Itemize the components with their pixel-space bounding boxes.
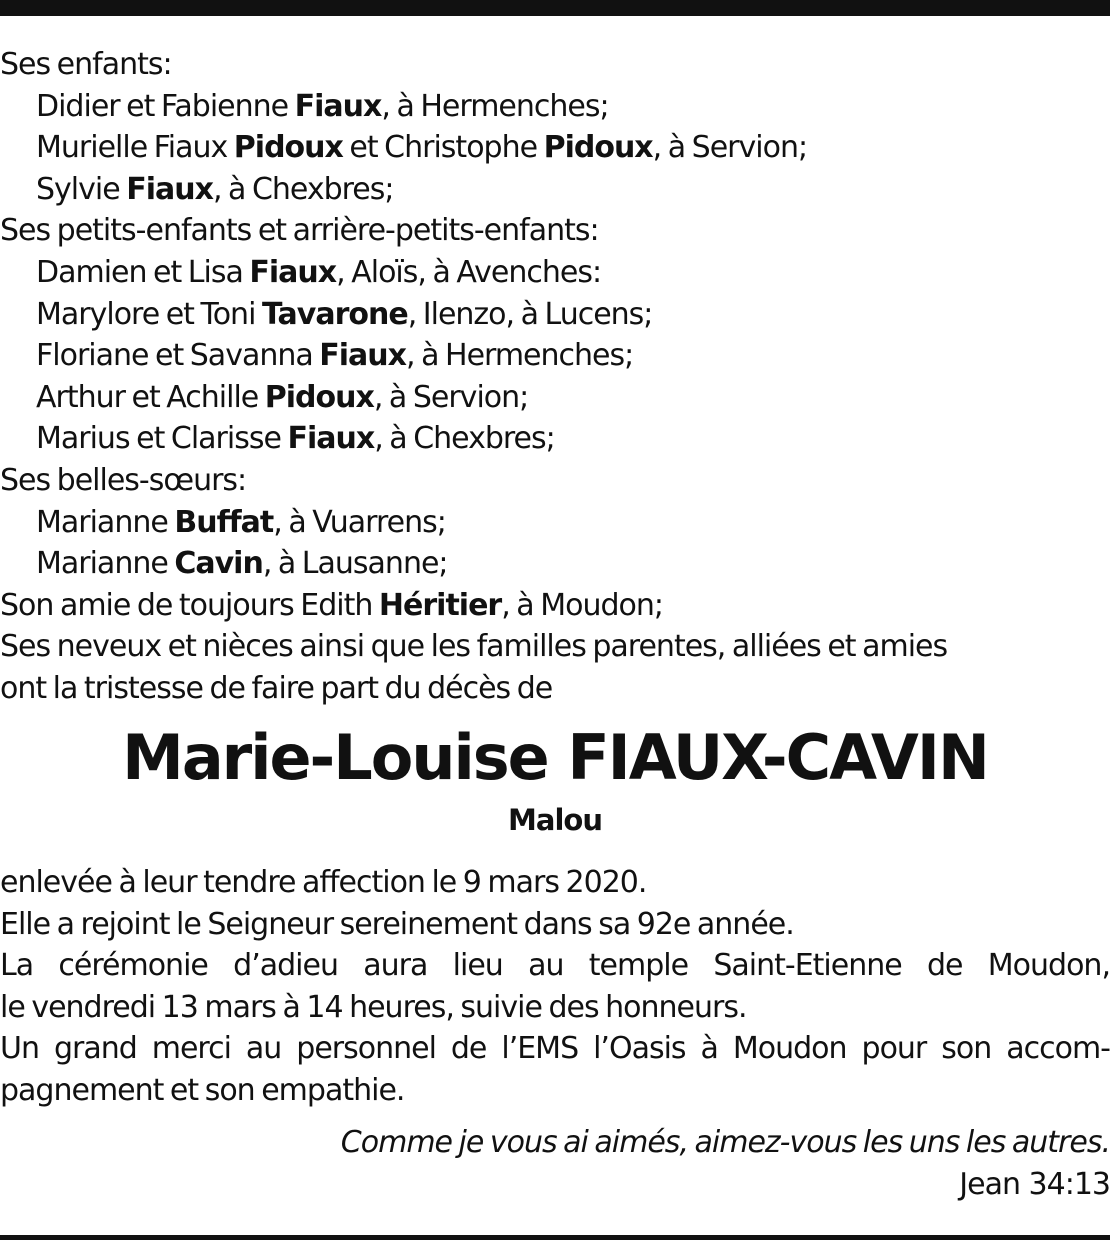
surname: Pidoux	[264, 379, 374, 415]
name-text: Son amie de toujours Edith	[0, 587, 379, 623]
list-item	[0, 377, 1110, 419]
announcement-line: le vendredi 13 mars à 14 heures, suivie des honneurs.	[0, 989, 747, 1025]
surname: Fiaux	[319, 338, 407, 374]
surname: Fiaux	[294, 88, 382, 124]
list-item	[0, 502, 1110, 544]
announcement-line: Un grand merci au personnel de l’EMS l’Oasis à Moudon pour son accom-	[0, 1031, 1110, 1067]
surname: Pidoux	[543, 130, 653, 166]
surname: Buffat	[174, 504, 274, 540]
name-text: Arthur et Achille	[36, 379, 265, 415]
location-text: , à Moudon;	[501, 587, 663, 623]
list-item	[0, 169, 1110, 211]
friend-line	[0, 585, 1110, 627]
deceased-nickname: Malou	[508, 803, 602, 837]
name-text: et Christophe	[342, 130, 544, 166]
list-item	[0, 418, 1110, 460]
list-item	[0, 335, 1110, 377]
location-text: , Aloïs, à Avenches:	[336, 254, 602, 290]
name-text: Marianne	[36, 504, 175, 540]
announcement-text	[0, 862, 1110, 1112]
name-text: Sylvie	[36, 171, 127, 207]
announcement-line: enlevée à leur tendre affection le 9 mars 2020.	[0, 865, 647, 900]
announcement-line: La cérémonie d’adieu aura lieu au temple Saint-Etienne de Moudon,	[0, 948, 1110, 984]
location-text: , à Chexbres;	[374, 421, 555, 457]
top-rule	[0, 0, 1110, 16]
location-text: , à Hermenches;	[381, 88, 609, 124]
sisters-in-law-heading: Ses belles-sœurs:	[0, 462, 247, 498]
location-text: , à Lausanne;	[262, 546, 448, 582]
family-list	[0, 44, 1110, 710]
location-text: , à Hermenches;	[406, 338, 634, 374]
list-item	[0, 86, 1110, 128]
name-text: Floriane et Savanna	[36, 338, 320, 374]
announcement-line: Elle a rejoint le Seigneur sereinement dans sa 92e année.	[0, 906, 794, 942]
location-text: , à Servion;	[373, 379, 529, 415]
surname: Fiaux	[126, 171, 213, 207]
deceased-name: Marie-Louise FIAUX-CAVIN	[122, 721, 988, 794]
bottom-rule	[0, 1235, 1110, 1240]
location-text: , Ilenzo, à Lucens;	[407, 296, 653, 332]
verse-reference: Jean 34:13	[959, 1167, 1110, 1202]
location-text: , à Servion;	[652, 130, 808, 166]
name-text: Didier et Fabienne	[36, 88, 295, 124]
name-text: Marylore et Toni	[36, 296, 262, 332]
surname: Fiaux	[287, 421, 375, 457]
name-text: Marius et Clarisse	[36, 421, 288, 457]
name-text: Damien et Lisa	[36, 254, 250, 290]
surname: Tavarone	[261, 296, 408, 332]
closing-line: Ses neveux et nièces ainsi que les familles parentes, alliées et amies	[0, 629, 948, 665]
name-text: Murielle Fiaux	[36, 130, 234, 166]
grandchildren-heading: Ses petits-enfants et arrière-petits-enfants:	[0, 213, 599, 249]
surname: Pidoux	[233, 130, 343, 166]
verse-quote: Comme je vous ai aimés, aimez-vous les uns les autres.	[340, 1125, 1110, 1160]
announcement-line: pagnement et son empathie.	[0, 1072, 405, 1108]
list-item	[0, 294, 1110, 336]
name-text: Marianne	[36, 546, 175, 582]
list-item	[0, 252, 1110, 294]
closing-line: ont la tristesse de faire part du décès de	[0, 670, 553, 706]
location-text: , à Vuarrens;	[273, 504, 446, 540]
list-item	[0, 127, 1110, 169]
surname: Fiaux	[249, 254, 337, 290]
list-item	[0, 543, 1110, 585]
surname: Cavin	[174, 546, 263, 582]
children-heading: Ses enfants:	[0, 47, 172, 82]
location-text: , à Chexbres;	[212, 171, 394, 207]
surname: Héritier	[378, 587, 502, 623]
